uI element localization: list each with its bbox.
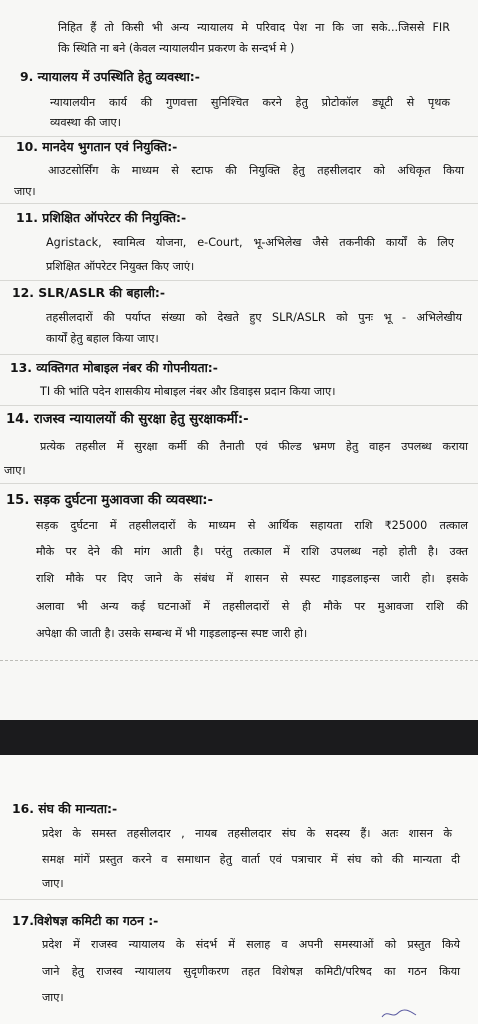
- section-17-heading: 17.विशेषज्ञ कमिटी का गठन :-: [12, 913, 159, 928]
- section-14-line-1: प्रत्येक तहसील में सुरक्षा कर्मी की तैनाती एवं फील्ड भ्रमण हेतु वाहन उपलब्ध कराया: [40, 440, 468, 453]
- intro-line-1: निहित हैं तो किसी भी अन्य न्यायालय मे परिवाद पेश ना कि जा सके...जिससे FIR: [58, 21, 450, 34]
- section-15-line-5: अपेक्षा की जाती है। उसके सम्बन्ध में भी गाइडलाइन्स स्पष्ट जारी हो।: [36, 627, 308, 640]
- row-divider: [0, 203, 478, 204]
- section-9-heading: 9. न्यायालय में उपस्थिति हेतु व्यवस्था:-: [20, 69, 200, 84]
- document-page-bottom: [0, 755, 478, 1024]
- handwritten-mark: [380, 1005, 420, 1021]
- section-10-line-1: आउटसोर्सिंग के माध्यम से स्टाफ की नियुक्ति हेतु तहसीलदार को अधिकृत किया: [48, 164, 464, 177]
- row-divider: [0, 899, 478, 900]
- section-16-line-2: समक्ष मांगें प्रस्तुत करने व समाधान हेतु वार्ता एवं पत्राचार में संघ को की मान्यता दी: [42, 853, 460, 866]
- section-11-heading: 11. प्रशिक्षित ऑपरेटर की नियुक्ति:-: [16, 210, 187, 225]
- section-17-line-2: जाने हेतु राजस्व न्यायालय सुदृणीकरण तहत विशेषज्ञ कमिटी/परिषद का गठन किया: [42, 965, 460, 978]
- section-15-line-4: अलावा भी अन्य कई घटनाओं में तहसीलदारों से ही मौके पर मुआवजा राशि की: [36, 600, 468, 613]
- section-14-heading: 14. राजस्व न्यायालयों की सुरक्षा हेतु सुरक्षाकर्मी:-: [6, 412, 249, 427]
- section-11-line-1: Agristack, स्वामित्व योजना, e-Court, भू-अभिलेख जैसे तकनीकी कार्यों के लिए: [46, 236, 454, 249]
- section-16-heading: 16. संघ की मान्यता:-: [12, 801, 118, 816]
- section-10-heading: 10. मानदेय भुगतान एवं नियुक्ति:-: [16, 139, 178, 154]
- section-15-line-1: सड़क दुर्घटना में तहसीलदारों के माध्यम से आर्थिक सहायता राशि ₹25000 तत्काल: [36, 519, 468, 532]
- row-divider: [0, 136, 478, 137]
- section-12-line-2: कार्यों हेतु बहाल किया जाए।: [46, 332, 159, 345]
- section-14-line-2: जाए।: [4, 464, 26, 477]
- page-gap: [0, 720, 478, 755]
- row-divider: [0, 405, 478, 406]
- page-bottom-divider: [0, 660, 478, 661]
- section-16-line-1: प्रदेश के समस्त तहसीलदार , नायब तहसीलदार संघ के सदस्य हैं। अतः शासन के: [42, 827, 452, 840]
- section-10-line-2: जाए।: [14, 185, 36, 198]
- section-12-heading: 12. SLR/ASLR की बहाली:-: [12, 285, 166, 300]
- section-13-heading: 13. व्यक्तिगत मोबाइल नंबर की गोपनीयता:-: [10, 360, 218, 375]
- section-15-heading: 15. सड़क दुर्घटना मुआवजा की व्यवस्था:-: [6, 493, 213, 508]
- section-11-line-2: प्रशिक्षित ऑपरेटर नियुक्त किए जाएं।: [46, 260, 195, 273]
- row-divider: [0, 354, 478, 355]
- section-12-line-1: तहसीलदारों की पर्याप्त संख्या को देखते हुए SLR/ASLR को पुनः भू - अभिलेखीय: [46, 311, 462, 324]
- section-9-line-2: व्यवस्था की जाए।: [50, 116, 121, 129]
- section-13-line-1: TI की भांति पदेन शासकीय मोबाइल नंबर और डिवाइस प्रदान किया जाए।: [40, 385, 336, 398]
- section-17-line-3: जाए।: [42, 991, 64, 1004]
- section-9-line-1: न्यायालयीन कार्य की गुणवत्ता सुनिश्चित करने हेतु प्रोटोकॉल ड्यूटी से पृथक: [50, 96, 450, 109]
- section-16-line-3: जाए।: [42, 877, 64, 890]
- row-divider: [0, 483, 478, 484]
- section-17-line-1: प्रदेश में राजस्व न्यायालय के संदर्भ में सलाह व अपनी समस्याओं को प्रस्तुत किये: [42, 938, 460, 951]
- section-15-line-2: मौके पर देने की मांग आती है। परंतु तत्काल में राशि उपलब्ध नहो होती है। उक्त: [36, 545, 468, 558]
- intro-line-2: कि स्थिति ना बने (केवल न्यायालयीन प्रकरण के सन्दर्भ मे ): [58, 42, 295, 55]
- row-divider: [0, 280, 478, 281]
- section-15-line-3: राशि मौके पर दिए जाने के संबंध में शासन से स्पस्ट गाइडलाइन्स जारी हो। इसके: [36, 572, 468, 585]
